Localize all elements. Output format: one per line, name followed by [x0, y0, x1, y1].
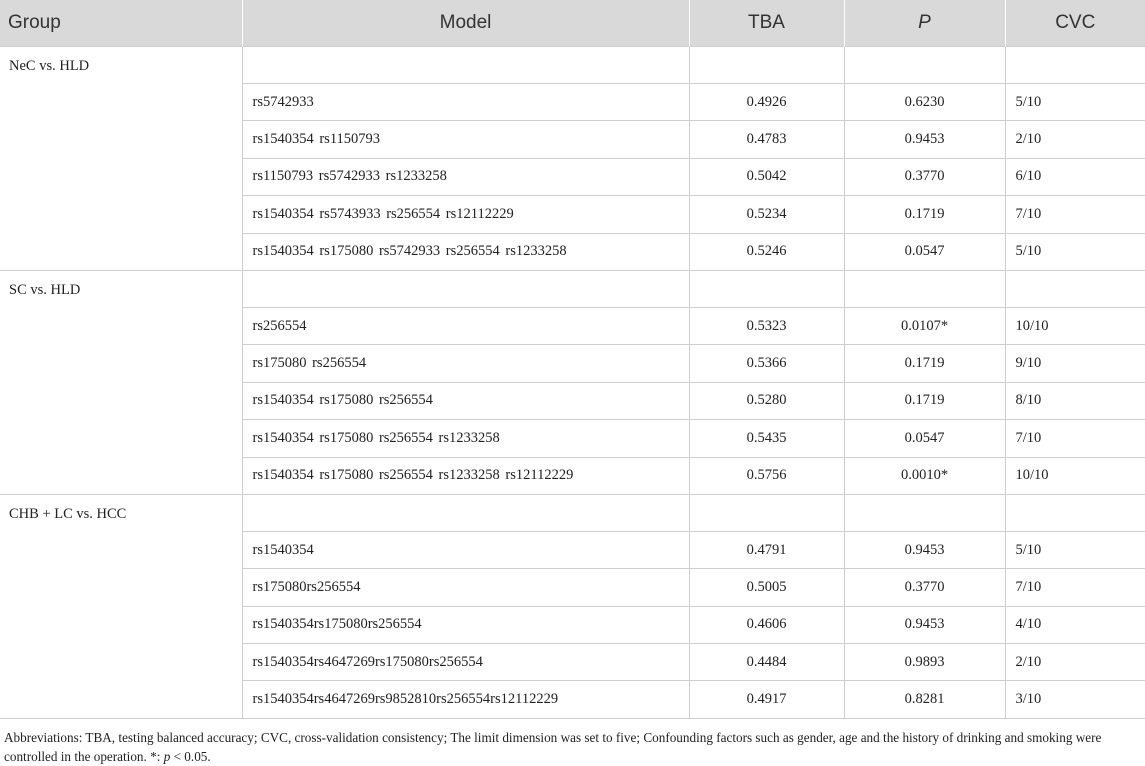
- cvc-cell: 7/10: [1005, 569, 1145, 606]
- model-cell: rs1540354 rs175080 rs5742933 rs256554 rs1233258: [242, 233, 689, 270]
- model-cell: rs1540354rs175080rs256554: [242, 606, 689, 643]
- cvc-cell: 5/10: [1005, 233, 1145, 270]
- model-cell: rs1540354rs4647269rs175080rs256554: [242, 644, 689, 681]
- cvc-cell: 4/10: [1005, 606, 1145, 643]
- model-cell: rs1540354 rs1150793: [242, 121, 689, 158]
- p-cell: 0.0107*: [844, 307, 1005, 344]
- tba-cell: 0.5246: [689, 233, 844, 270]
- model-cell: rs1540354 rs175080 rs256554 rs1233258: [242, 420, 689, 457]
- cvc-cell: 2/10: [1005, 121, 1145, 158]
- header-cvc: CVC: [1005, 0, 1145, 47]
- header-row: [0, 0, 1145, 47]
- p-cell: 0.3770: [844, 158, 1005, 195]
- header-model: Model: [242, 0, 689, 47]
- p-cell: 0.8281: [844, 681, 1005, 718]
- model-cell: rs256554: [242, 307, 689, 344]
- p-cell: 0.0547: [844, 420, 1005, 457]
- p-cell: 0.1719: [844, 196, 1005, 233]
- model-cell: rs1540354 rs175080 rs256554: [242, 382, 689, 419]
- p-cell: 0.1719: [844, 345, 1005, 382]
- p-cell: 0.0547: [844, 233, 1005, 270]
- p-cell: 0.6230: [844, 84, 1005, 121]
- tba-cell: 0.4783: [689, 121, 844, 158]
- cvc-cell: 9/10: [1005, 345, 1145, 382]
- model-cell: rs1540354 rs5743933 rs256554 rs12112229: [242, 196, 689, 233]
- group-row: [0, 47, 1145, 84]
- group-label: CHB + LC vs. HCC: [0, 494, 242, 718]
- tba-cell: 0.5756: [689, 457, 844, 494]
- model-cell: rs175080rs256554: [242, 569, 689, 606]
- tba-cell: 0.4484: [689, 644, 844, 681]
- p-cell: 0.9453: [844, 121, 1005, 158]
- cvc-cell: 6/10: [1005, 158, 1145, 195]
- header-p: P: [844, 0, 1005, 47]
- cvc-cell: 10/10: [1005, 457, 1145, 494]
- cvc-cell: 8/10: [1005, 382, 1145, 419]
- group-row: [0, 494, 1145, 531]
- footnote-p-symbol: p: [163, 749, 171, 764]
- p-cell: 0.9453: [844, 606, 1005, 643]
- p-cell: 0.9453: [844, 531, 1005, 568]
- tba-cell: 0.4917: [689, 681, 844, 718]
- group-label: NeC vs. HLD: [0, 47, 242, 271]
- tba-cell: 0.5042: [689, 158, 844, 195]
- cvc-cell: 10/10: [1005, 307, 1145, 344]
- cvc-cell: 5/10: [1005, 531, 1145, 568]
- model-cell: rs175080 rs256554: [242, 345, 689, 382]
- cvc-cell: 3/10: [1005, 681, 1145, 718]
- model-cell: rs1540354rs4647269rs9852810rs256554rs12112229: [242, 681, 689, 718]
- model-cell: rs5742933: [242, 84, 689, 121]
- header-group: Group: [0, 0, 242, 47]
- p-cell: 0.9893: [844, 644, 1005, 681]
- tba-cell: 0.5435: [689, 420, 844, 457]
- tba-cell: 0.4926: [689, 84, 844, 121]
- model-cell: rs1540354 rs175080 rs256554 rs1233258 rs12112229: [242, 457, 689, 494]
- tba-cell: 0.5366: [689, 345, 844, 382]
- cvc-cell: 7/10: [1005, 420, 1145, 457]
- group-row: [0, 270, 1145, 307]
- p-cell: 0.1719: [844, 382, 1005, 419]
- model-cell: rs1150793 rs5742933 rs1233258: [242, 158, 689, 195]
- footnote-text: Abbreviations: TBA, testing balanced accuracy; CVC, cross-validation consistency; The limit dimension was set to five; Confounding factors such as gender, age and the history of drinking and smoking were controlled in the operation. *:: [4, 730, 1102, 764]
- p-cell: 0.3770: [844, 569, 1005, 606]
- tba-cell: 0.5234: [689, 196, 844, 233]
- tba-cell: 0.5005: [689, 569, 844, 606]
- cvc-cell: 7/10: [1005, 196, 1145, 233]
- tba-cell: 0.4606: [689, 606, 844, 643]
- header-tba: TBA: [689, 0, 844, 47]
- tba-cell: 0.5280: [689, 382, 844, 419]
- group-label: SC vs. HLD: [0, 270, 242, 494]
- table-body: [0, 47, 1145, 719]
- cvc-cell: 5/10: [1005, 84, 1145, 121]
- tba-cell: 0.5323: [689, 307, 844, 344]
- tba-cell: 0.4791: [689, 531, 844, 568]
- p-cell: 0.0010*: [844, 457, 1005, 494]
- footnote-threshold: < 0.05.: [170, 749, 211, 764]
- table-footnote: [4, 728, 1139, 766]
- cvc-cell: 2/10: [1005, 644, 1145, 681]
- model-cell: rs1540354: [242, 531, 689, 568]
